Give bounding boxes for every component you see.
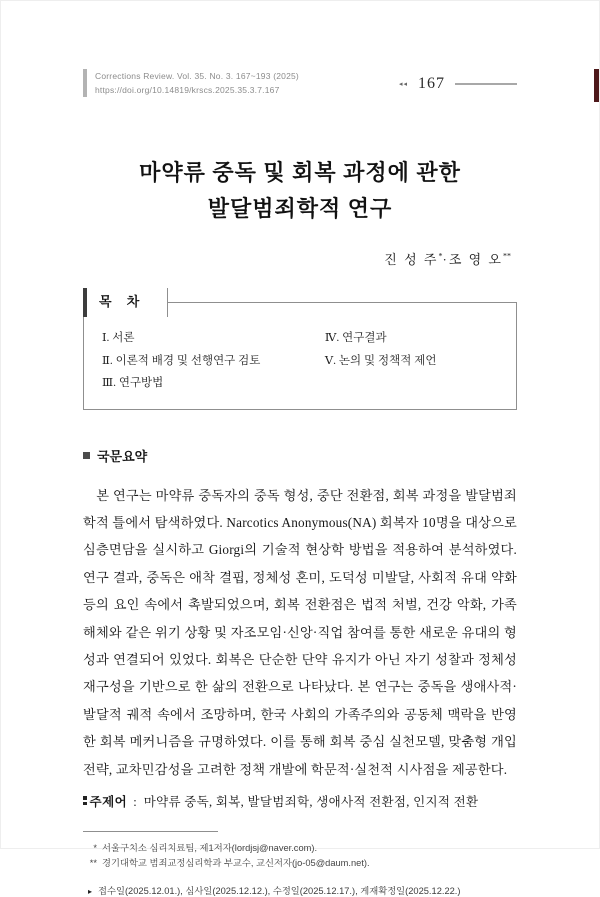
keywords-separator: : xyxy=(133,794,137,809)
author-1-affmark: * xyxy=(438,251,443,261)
paper-title xyxy=(83,155,517,227)
dates-text: 접수일(2025.12.01.), 심사일(2025.12.12.), 수정일(2025.12.17.), 게재확정일(2025.12.22.) xyxy=(98,885,461,896)
toc-heading: 목 차 xyxy=(83,288,168,317)
dates-row xyxy=(83,883,517,897)
footnote-row-2 xyxy=(83,856,517,872)
toc-item-4[interactable]: Ⅳ. 연구결과 xyxy=(324,332,387,344)
keywords-text: 마약류 중독, 회복, 발달범죄학, 생애사적 전환점, 인지적 전환 xyxy=(143,794,479,809)
header-rule xyxy=(455,83,517,85)
footnote-divider xyxy=(83,831,218,832)
abstract-body: 본 연구는 마약류 중독자의 중독 형성, 중단 전환점, 회복 과정을 발달범죄학적 틀에서 탐색하였다. Narcotics Anonymous(NA) 회복자 10명을 대상으로 심층면담을 실시하고 Giorgi의 기술적 현상학 방법을 적용하여 분석하였다. 연구 결과, 중독은 애착 결핍, 정체성 혼미, 도덕성 미발달, 사회적 유대 약화 등의 요인 속에서 촉발되었으며, 회복 전환점은 법적 처벌, 건강 악화, 가족 해체와 같은 위기 상황 및 자조모임·신앙·직업 참여를 통한 새로운 유대의 형성과 연결되어 있었다. 회복은 단순한 단약 유지가 아닌 자기 성찰과 정체성 재구성을 기반으로 한 삶의 전환으로 나타났다. 본 연구는 중독을 생애사적·발달적 궤적 속에서 조망하며, 한국 사회의 가족주의와 공동체 맥락을 반영한 회복 메커니즘을 규명하였다. 이를 통해 회복 중심 실천모델, 맞춤형 개입 전략, 교차민감성을 고려한 정책 개발에 학문적·실천적 시사점을 제공한다. xyxy=(83,487,517,777)
toc-item-2[interactable]: Ⅱ. 이론적 배경 및 선행연구 검토 xyxy=(102,354,261,367)
keywords-label: 주제어 xyxy=(89,794,128,809)
toc-item-3[interactable]: Ⅲ. 연구방법 xyxy=(102,377,164,389)
toc-box xyxy=(83,294,517,410)
header-page-block xyxy=(299,69,517,99)
footnote-marker-1: * xyxy=(93,842,97,853)
doi-link[interactable]: https://doi.org/10.14819/krscs.2025.35.3.7.167 xyxy=(95,85,280,95)
footnote-row-1 xyxy=(83,841,517,857)
square-bullet-icon xyxy=(83,452,90,459)
triangle-bullet-icon: ▸ xyxy=(88,886,93,896)
footnote-marker-2: ** xyxy=(89,858,97,869)
edge-accent-bar xyxy=(594,69,599,102)
toc-section xyxy=(83,294,517,410)
toc-item-1[interactable]: Ⅰ. 서론 xyxy=(102,332,135,344)
abstract-heading-label: 국문요약 xyxy=(97,448,148,464)
author-2: 조 영 오 xyxy=(448,252,503,267)
footnote-text-2: 경기대학교 범죄교정심리학과 부교수, 교신저자(jo-05@daum.net). xyxy=(102,858,370,869)
footnote-text-1: 서울구치소 심리치료팀, 제1저자(lordjsj@naver.com). xyxy=(102,842,318,853)
paper-title-line1: 마약류 중독 및 회복 과정에 관한 xyxy=(139,160,461,185)
author-2-affmark: ** xyxy=(503,251,511,261)
page-number: 167 xyxy=(418,75,445,92)
page-marks-icon: ◂◂ xyxy=(398,80,408,88)
running-header xyxy=(83,69,517,105)
author-1: 진 성 주 xyxy=(384,252,439,267)
paper-title-line2: 발달범죄학적 연구 xyxy=(207,196,393,221)
author-line xyxy=(83,249,517,268)
header-accent-bar xyxy=(83,69,87,97)
abstract-heading xyxy=(83,446,517,465)
journal-citation: Corrections Review. Vol. 35. No. 3. 167~193 (2025) xyxy=(95,71,299,81)
header-citation-block xyxy=(83,69,299,97)
toc-item-5[interactable]: Ⅴ. 논의 및 정책적 제언 xyxy=(324,354,437,367)
footnotes xyxy=(83,841,517,872)
keywords-line xyxy=(83,792,517,810)
author-separator: · xyxy=(442,252,449,267)
keywords-bullet-icon xyxy=(83,796,87,805)
